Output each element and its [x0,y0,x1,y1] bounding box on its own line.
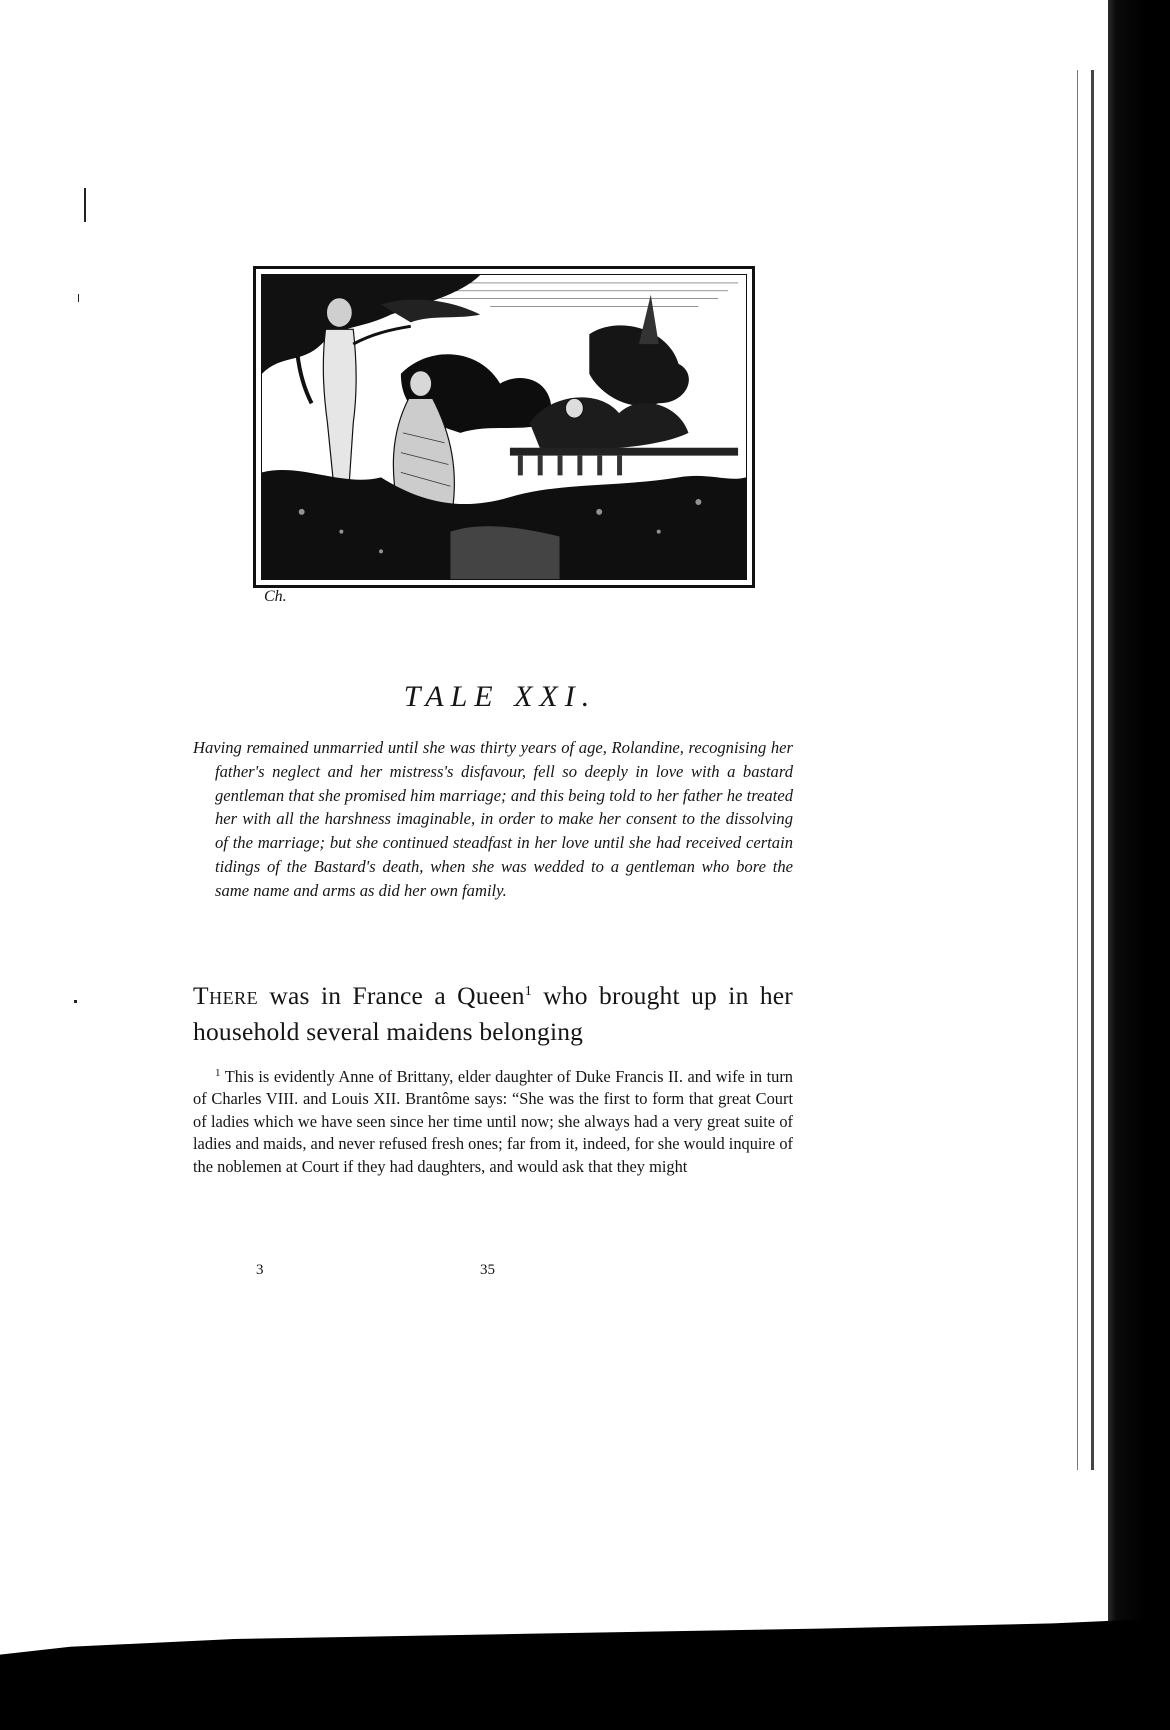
scan-speck [84,188,86,222]
signature-mark: 3 [256,1262,264,1278]
scan-edge-line [1077,70,1078,1470]
footnote [193,1066,793,1178]
engraving-illustration [262,275,746,579]
engraving-plate [253,266,755,588]
footnote-ref[interactable]: 1 [524,984,532,999]
footnote-text: This is evidently Anne of Brittany, elder daughter of Duke Francis II. and wife in turn of Charles VIII. and Louis XII. Brantôme says: “She was the first to form that great Court of ladies which we have seen since her time until now; she always had a very great suite of ladies and maids, and never refused fresh ones; far from it, indeed, for she would inquire of the noblemen at Court if they had daughters, and would ask that they might [193,1067,793,1176]
page-number: 35 [480,1262,495,1278]
engraver-signature: Ch. [264,588,287,605]
tale-title: TALE XXI. [403,680,597,713]
footnote-marker: 1 [215,1067,221,1079]
body-text-part: who brought up in her household several maidens belonging [193,981,793,1046]
body-paragraph [193,978,793,1050]
scan-edge-line [1091,70,1094,1470]
engraving-image [261,274,747,580]
scan-edge-bottom [0,1600,1170,1730]
scan-speck [78,294,79,302]
scan-edge-right [1108,0,1170,1730]
opening-word: There [193,981,259,1010]
tale-summary: Having remained unmarried until she was thirty years of age, Rolandine, recognising her father's neglect and her mistress's disfavour, fell so deeply in love with a bastard gentleman that she promised him marriage; and this being told to her father he treated her with all the harshness imaginable, in order to make her consent to the dissolving of the marriage; but she continued steadfast in her love until she had received certain tidings of the Bastard's death, when she was wedded to a gentleman who bore the same name and arms as did her own family. [193,738,793,900]
scan-speck [74,1000,77,1003]
body-text-part: was in France a Queen [258,981,525,1010]
